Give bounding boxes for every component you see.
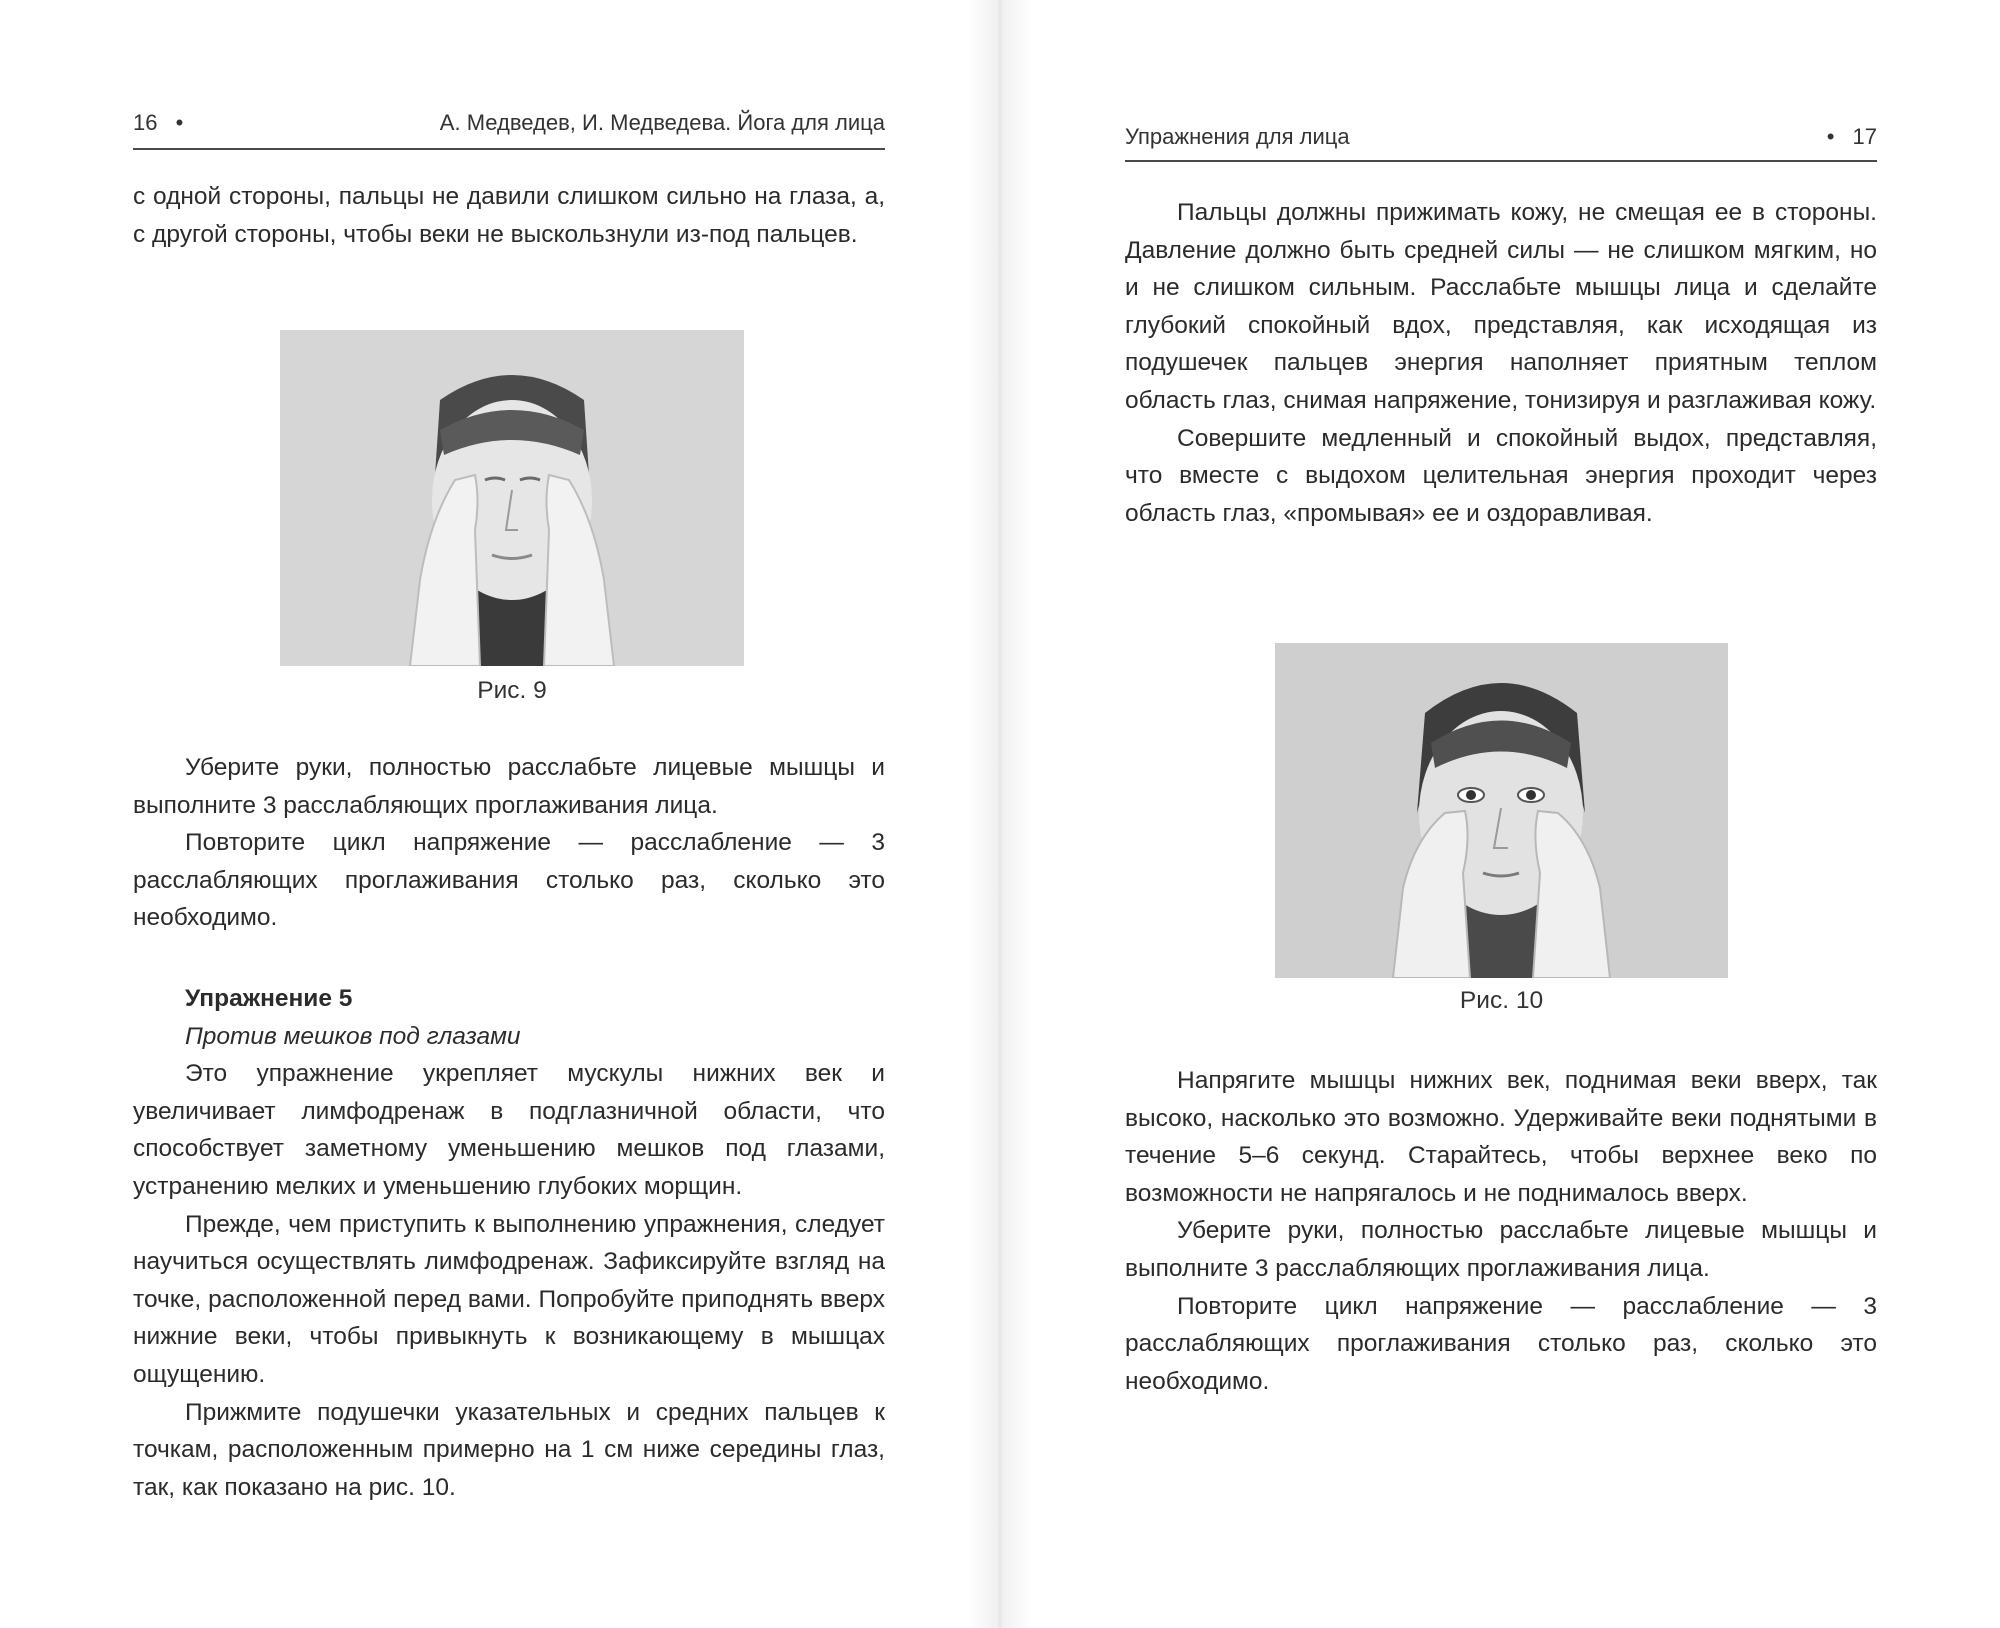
left-paragraph-5: Прежде, чем приступить к выполнению упражнения, следует научиться осуществлять лимфодренаж. Зафиксируйте взгляд на точке, расположенной перед вами. Попробуйте приподнять вверх нижние веки, чтобы привыкнуть к возникающему в мышцах ощущению. xyxy=(133,1210,885,1388)
left-page-number-group xyxy=(133,110,183,136)
right-paragraph-2: Совершите медленный и спокойный выдох, представляя, что вместе с выдохом целительная энергия проходит через область глаз, «промывая» ее и оздоравливая. xyxy=(1125,424,1877,527)
figure-9-caption: Рис. 9 xyxy=(477,677,547,704)
right-text-block-top xyxy=(1125,194,1877,532)
left-paragraph-6: Прижмите подушечки указательных и средних пальцев к точкам, расположенным примерно на 1 см ниже середины глаз, так, как показано на рис. 10. xyxy=(133,1398,885,1501)
exercise-subtitle: Против мешков под глазами xyxy=(185,1022,521,1050)
right-page-number: 17 xyxy=(1852,124,1877,149)
right-text-block-bottom xyxy=(1125,1062,1877,1400)
right-paragraph-3: Напрягите мышцы нижних век, поднимая веки вверх, так высоко, насколько это возможно. Удерживайте веки поднятыми в течение 5–6 секунд. Старайтесь, чтобы верхнее веко по возможности не напрягалось и не поднималось вверх. xyxy=(1125,1067,1877,1207)
figure-9-illustration xyxy=(280,330,744,666)
right-paragraph-5: Повторите цикл напряжение — расслабление — 3 расслабляющих проглаживания столько раз, сколько это необходимо. xyxy=(1125,1292,1877,1395)
left-running-header xyxy=(133,110,885,136)
left-text-block-middle xyxy=(133,749,885,937)
left-header-separator: • xyxy=(175,110,184,135)
left-paragraph-3: Повторите цикл напряжение — расслабление — 3 расслабляющих проглаживания столько раз, сколько это необходимо. xyxy=(133,829,885,932)
right-header-separator: • xyxy=(1826,124,1835,149)
right-page-number-group xyxy=(1827,124,1877,150)
left-text-block-top xyxy=(133,178,885,253)
left-header-rule xyxy=(133,148,885,150)
figure-10-caption: Рис. 10 xyxy=(1459,987,1544,1014)
figure-10-photo xyxy=(1275,643,1728,978)
figure-10-illustration xyxy=(1275,643,1728,978)
left-text-block-bottom xyxy=(133,980,885,1506)
right-running-header xyxy=(1125,124,1877,150)
right-paragraph-4: Уберите руки, полностью расслабьте лицевые мышцы и выполните 3 расслабляющих проглаживания лица. xyxy=(1125,1217,1877,1282)
right-paragraph-1: Пальцы должны прижимать кожу, не смещая ее в стороны. Давление должно быть средней силы — не слишком мягким, но и не слишком сильным. Расслабьте мышцы лица и сделайте глубокий спокойный вдох, представляя, как исходящая из подушечек пальцев энергия наполняет приятным теплом область глаз, снимая напряжение, тонизируя и разглаживая кожу. xyxy=(1125,199,1877,414)
left-paragraph-4: Это упражнение укрепляет мускулы нижних век и увеличивает лимфодренаж в подглазничной области, что способствует заметному уменьшению мешков под глазами, устранению мелких и уменьшению глубоких морщин. xyxy=(133,1060,885,1200)
left-page-number: 16 xyxy=(133,110,158,135)
left-paragraph-2: Уберите руки, полностью расслабьте лицевые мышцы и выполните 3 расслабляющих проглаживания лица. xyxy=(133,754,885,819)
right-header-title: Упражнения для лица xyxy=(1125,124,1350,149)
right-header-rule xyxy=(1125,160,1877,162)
left-paragraph-1: с одной стороны, пальцы не давили слишком сильно на глаза, а, с другой стороны, чтобы веки не выскользнули из-под пальцев. xyxy=(133,183,885,248)
figure-9-photo xyxy=(280,330,744,666)
left-header-title: А. Медведев, И. Медведева. Йога для лица xyxy=(439,110,885,135)
exercise-title: Упражнение 5 xyxy=(185,985,353,1012)
